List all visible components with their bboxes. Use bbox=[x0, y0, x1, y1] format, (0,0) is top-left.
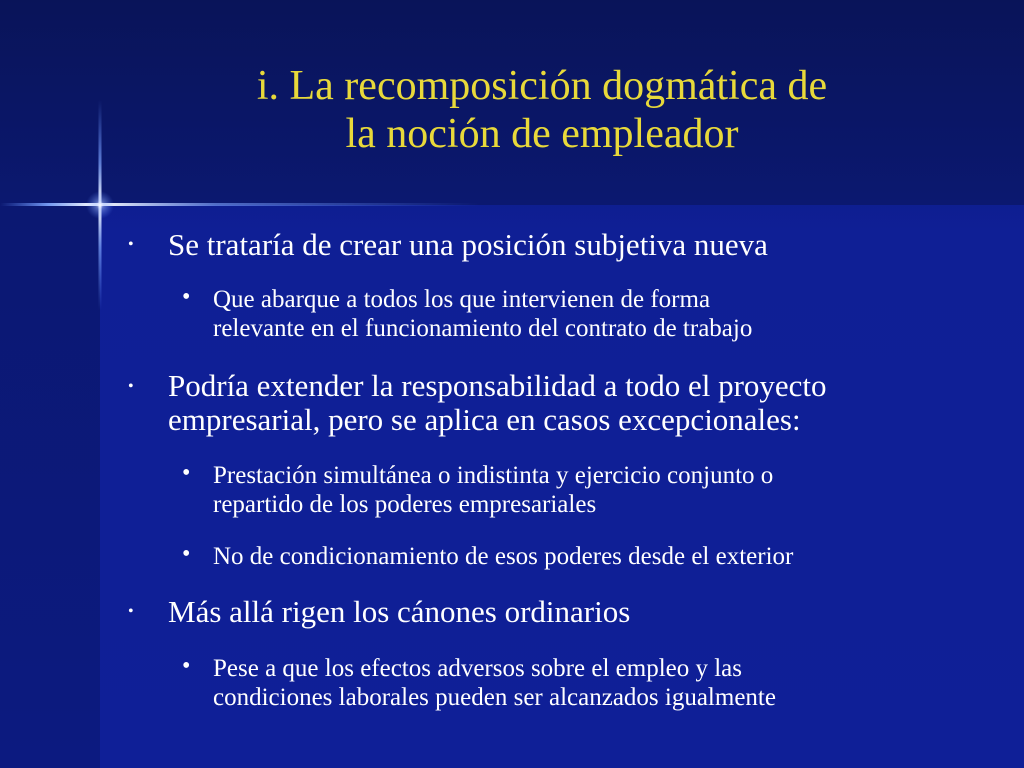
bullet-text: Se trataría de crear una posición subjetiva nueva bbox=[168, 227, 768, 262]
bullet-text: Más allá rigen los cánones ordinarios bbox=[168, 594, 631, 629]
sub-bullet-text-line-1: Prestación simultánea o indistinta y ejercicio conjunto o bbox=[213, 462, 774, 489]
bullet-marker: • bbox=[128, 236, 134, 253]
slide-title-line-1: i. La recomposición dogmática de bbox=[256, 63, 828, 109]
sub-bullet-item-2 bbox=[213, 461, 973, 519]
sub-bullet-item-3 bbox=[213, 542, 973, 571]
bullet-marker: • bbox=[128, 603, 134, 620]
sub-bullet-text-line-2: condiciones laborales pueden ser alcanzados igualmente bbox=[213, 684, 776, 711]
sub-bullet-text-line-1: Que abarque a todos los que intervienen de forma bbox=[213, 286, 711, 313]
bullet-text-line-1: Podría extender la responsabilidad a todo el proyecto bbox=[168, 368, 827, 403]
bullet-item-1 bbox=[168, 228, 988, 262]
bullet-item-3 bbox=[168, 595, 988, 629]
sub-bullet-marker: • bbox=[182, 653, 191, 679]
bullet-item-2 bbox=[168, 369, 988, 437]
sub-bullet-text-line-1: Pese a que los efectos adversos sobre el empleo y las bbox=[213, 655, 743, 682]
sub-bullet-marker: • bbox=[182, 460, 191, 486]
bullet-text-line-2: empresarial, pero se aplica en casos excepcionales: bbox=[168, 402, 801, 437]
sub-bullet-item-4 bbox=[213, 654, 973, 712]
slide-title bbox=[60, 62, 1024, 158]
sub-bullet-text: No de condicionamiento de esos poderes desde el exterior bbox=[213, 543, 794, 570]
sub-bullet-text-line-2: relevante en el funcionamiento del contrato de trabajo bbox=[213, 315, 753, 342]
sub-bullet-marker: • bbox=[182, 541, 191, 567]
sub-bullet-marker: • bbox=[182, 284, 191, 310]
bullet-marker: • bbox=[128, 378, 134, 395]
slide-title-line-2: la noción de empleador bbox=[345, 111, 739, 157]
sub-bullet-item-1 bbox=[213, 285, 973, 343]
sub-bullet-text-line-2: repartido de los poderes empresariales bbox=[213, 491, 597, 518]
